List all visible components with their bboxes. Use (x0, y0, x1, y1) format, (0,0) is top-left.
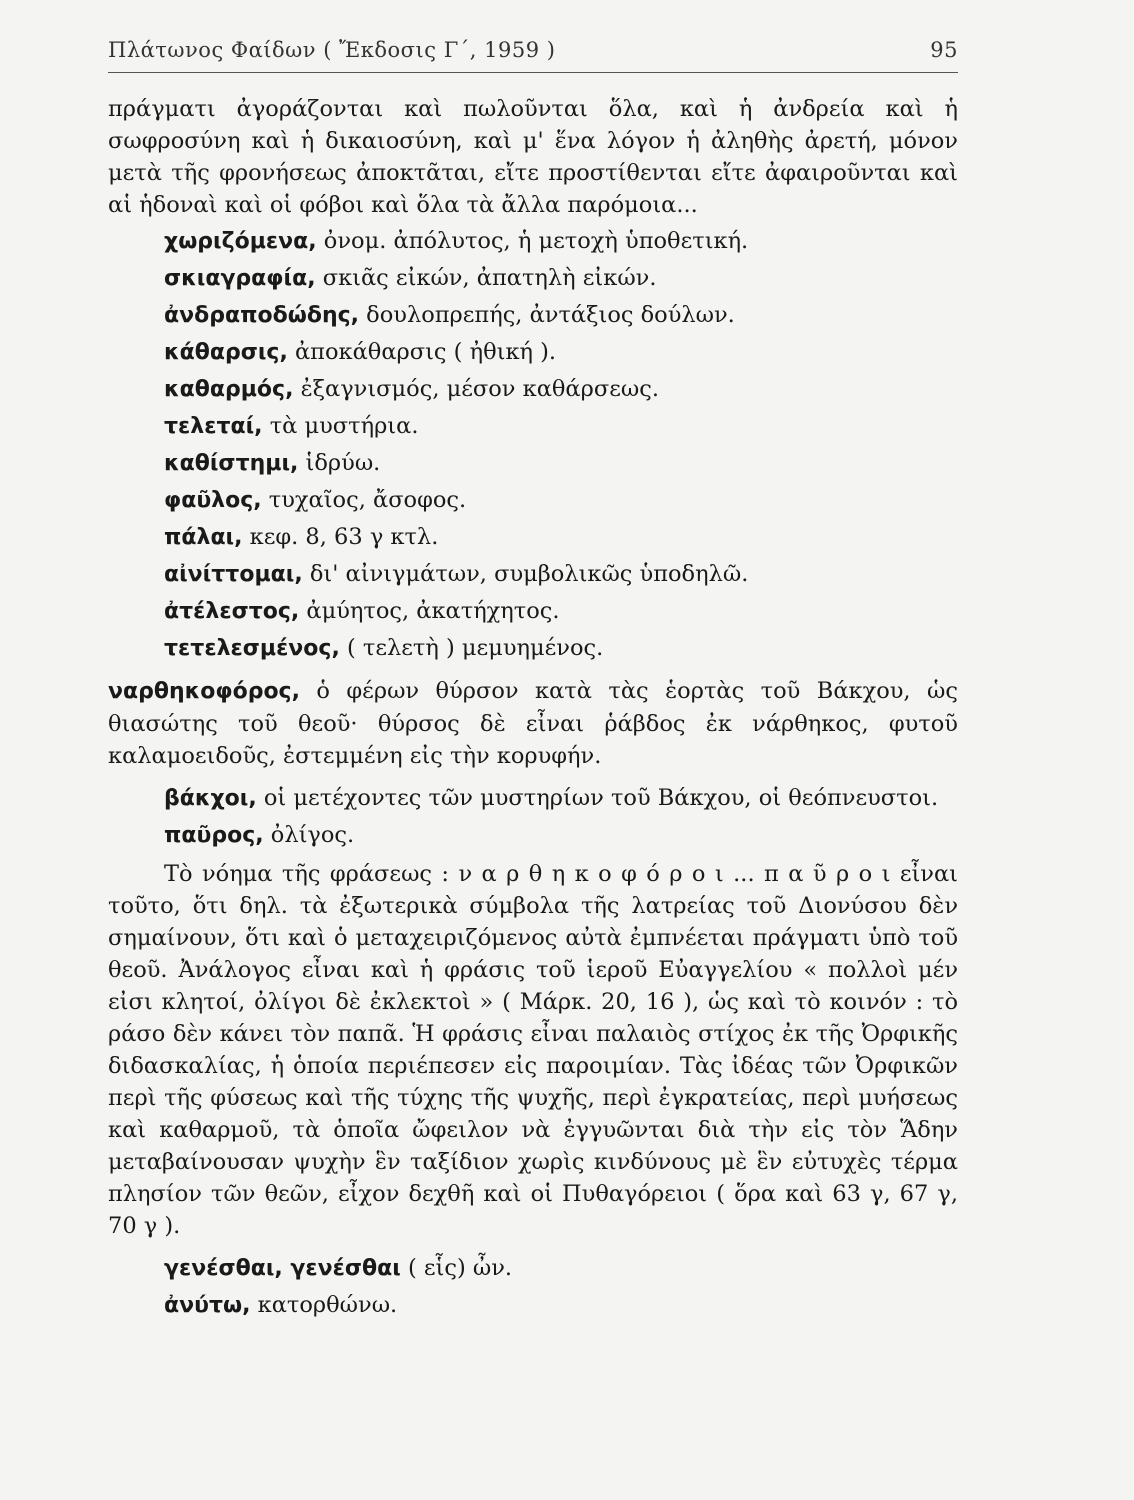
glossary-entry (108, 632, 958, 665)
glossary-lemma: βάκχοι, (164, 786, 257, 811)
glossary-entry (108, 819, 958, 852)
glossary-entry (108, 1289, 958, 1322)
page-number: 95 (930, 38, 958, 62)
glossary-lemma: καθαρμός, (164, 377, 294, 402)
glossary-lemma: ἀνύτω, (164, 1293, 251, 1318)
glossary-definition: ( εἷς) ὦν. (407, 1255, 513, 1281)
glossary-entry (108, 373, 958, 406)
glossary-definition: ἐξαγνισμός, μέσον καθάρσεως. (300, 376, 659, 402)
glossary-lemma: ναρθηκοφόρος, (108, 679, 300, 704)
glossary-lemma: αἰνίττομαι, (164, 562, 303, 587)
glossary-list-2 (108, 782, 958, 852)
intro-paragraph: πράγματι ἀγοράζονται καὶ πωλοῦνται ὅλα, καὶ ἡ ἀνδρεία καὶ ἡ σωφροσύνη καὶ ἡ δικαιοσύνη, καὶ μ' ἕνα λόγον ἡ ἀληθὴς ἀρετή, μόνον μετὰ τῆς φρονήσεως ἀποκτᾶται, εἴτε προστίθενται εἴτε ἀφαιροῦνται καὶ αἱ ἡδοναὶ καὶ οἱ φόβοι καὶ ὅλα τὰ ἄλλα παρόμοια... (108, 96, 958, 218)
glossary-definition: ὀνομ. ἀπόλυτος, ἡ μετοχὴ ὑποθετική. (323, 228, 749, 254)
glossary-definition: κατορθώνω. (257, 1292, 398, 1318)
glossary-entry (108, 262, 958, 295)
glossary-definition: ὀλίγος. (270, 822, 355, 848)
glossary-lemma: τελεταί, (164, 414, 263, 439)
glossary-entry (108, 410, 958, 443)
running-title: Πλάτωνος Φαίδων ( Ἔκδοσις Γ΄, 1959 ) (108, 38, 556, 62)
glossary-list-1 (108, 225, 958, 665)
running-header (108, 38, 958, 73)
glossary-lemma: τετελεσμένος, (164, 636, 340, 661)
glossary-lemma: φαῦλος, (164, 488, 262, 513)
glossary-definition: δουλοπρεπής, ἀντάξιος δούλων. (366, 302, 735, 328)
glossary-lemma: ἀτέλεστος, (164, 599, 300, 624)
glossary-lemma: σκιαγραφία, (164, 266, 316, 291)
glossary-definition: σκιᾶς εἰκών, ἀπατηλὴ εἰκών. (322, 265, 657, 291)
glossary-entry (108, 336, 958, 369)
glossary-lemma: καθίστημι, (164, 451, 299, 476)
glossary-lemma: γενέσθαι, γενέσθαι (164, 1256, 401, 1281)
glossary-entry (108, 1252, 958, 1285)
book-page (108, 38, 958, 1322)
glossary-definition: ἱδρύω. (305, 450, 381, 476)
glossary-entry (108, 225, 958, 258)
glossary-definition: τυχαῖος, ἄσοφος. (268, 487, 467, 513)
glossary-entry-narthekophoros (108, 675, 958, 772)
glossary-lemma: πάλαι, (164, 525, 243, 550)
glossary-definition: ὁ φέρων θύρσον κατὰ τὰς ἑορτὰς τοῦ Βάκχου, ὡς θιασώτης τοῦ θεοῦ· θύρσος δὲ εἶναι ῥάβδος ἐκ νάρθηκος, φυτοῦ καλαμοειδοῦς, ἐστεμμένη εἰς τὴν κορυφήν. (108, 678, 958, 769)
glossary-entry (108, 484, 958, 517)
glossary-entry (108, 447, 958, 480)
glossary-lemma: ἀνδραποδώδης, (164, 303, 360, 328)
glossary-lemma: κάθαρσις, (164, 340, 288, 365)
glossary-definition: ( τελετὴ ) μεμυημένος. (346, 635, 604, 661)
glossary-entry (108, 521, 958, 554)
glossary-definition: οἱ μετέχοντες τῶν μυστηρίων τοῦ Βάκχου, οἱ θεόπνευστοι. (263, 785, 939, 811)
glossary-list-3 (108, 1252, 958, 1322)
glossary-entry (108, 299, 958, 332)
glossary-entry (108, 595, 958, 628)
glossary-entry (108, 558, 958, 591)
glossary-definition: δι' αἰνιγμάτων, συμβολικῶς ὑποδηλῶ. (309, 561, 749, 587)
glossary-definition: κεφ. 8, 63 γ κτλ. (249, 524, 439, 550)
glossary-lemma: παῦρος, (164, 823, 264, 848)
glossary-entry (108, 782, 958, 815)
glossary-definition: τὰ μυστήρια. (269, 413, 419, 439)
page-content (108, 93, 958, 1322)
glossary-lemma: χωριζόμενα, (164, 229, 317, 254)
commentary-paragraph: Τὸ νόημα τῆς φράσεως : ν α ρ θ η κ ο φ ό ρ ο ι ... π α ῦ ρ ο ι εἶναι τοῦτο, ὅτι δηλ. τὰ ἐξωτερικὰ σύμβολα τῆς λατρείας τοῦ Διονύσου δὲν σημαίνουν, ὅτι καὶ ὁ μεταχειριζόμενος αὐτὰ ἐμπνέεται πράγματι ὑπὸ τοῦ θεοῦ. Ἀνάλογος εἶναι καὶ ἡ φράσις τοῦ ἱεροῦ Εὐαγγελίου « πολλοὶ μέν εἰσι κλητοί, ὀλίγοι δὲ ἐκλεκτοὶ » ( Μάρκ. 20, 16 ), ὡς καὶ τὸ κοινόν : τὸ ράσο δὲν κάνει τὸν παπᾶ. Ἡ φράσις εἶναι παλαιὸς στίχος ἐκ τῆς Ὀρφικῆς διδασκαλίας, ἡ ὁποία περιέπεσεν εἰς παροιμίαν. Τὰς ἰδέας τῶν Ὀρφικῶν περὶ τῆς φύσεως καὶ τῆς τύχης τῆς ψυχῆς, περὶ ἐγκρατείας, περὶ μυήσεως καὶ καθαρμοῦ, τὰ ὁποῖα ὤφειλον νὰ ἐγγυῶνται διὰ τὴν εἰς τὸν Ἅδην μεταβαίνουσαν ψυχὴν ἓν ταξίδιον χωρὶς κινδύνους μὲ ἓν εὐτυχὲς τέρμα πλησίον τῶν θεῶν, εἶχον δεχθῆ καὶ οἱ Πυθαγόρειοι ( ὅρα καὶ 63 γ, 67 γ, 70 γ ). (108, 861, 958, 1239)
glossary-definition: ἀποκάθαρσις ( ἠθική ). (294, 339, 557, 365)
glossary-definition: ἀμύητος, ἀκατήχητος. (306, 598, 560, 624)
